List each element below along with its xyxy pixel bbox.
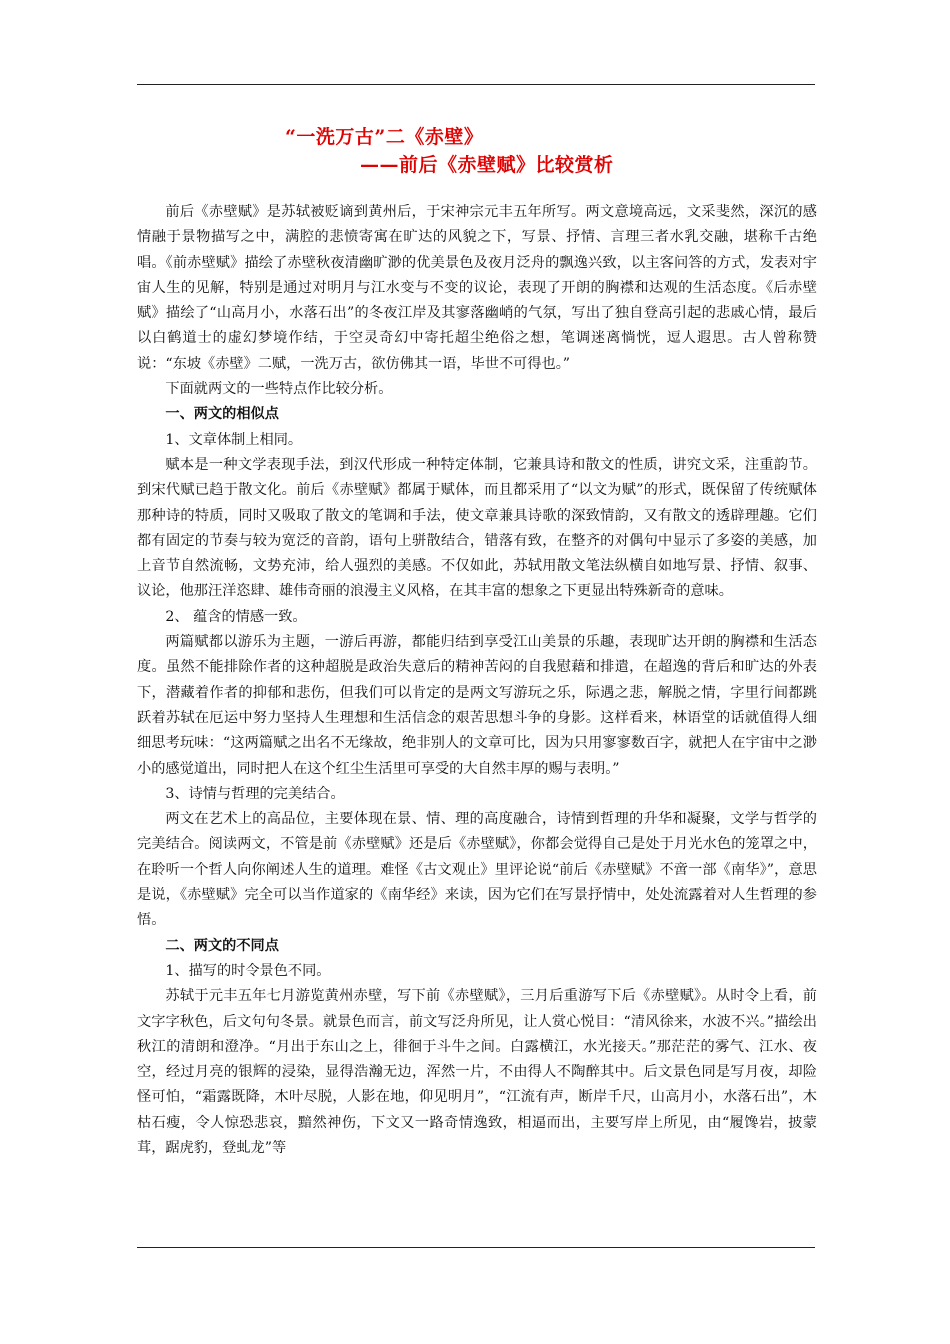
header-rule: [137, 84, 815, 85]
paragraph: 下面就两文的一些特点作比较分析。: [165, 381, 393, 398]
article-body: [137, 200, 817, 1161]
section-heading: 一、两文的相似点: [165, 406, 279, 423]
title-line-1: “一洗万古”二《赤壁》: [285, 126, 484, 148]
subheading: 2、 蕴含的情感一致。: [165, 608, 307, 625]
paragraph: 苏轼于元丰五年七月游览黄州赤壁，写下前《赤壁赋》，三月后重游写下后《赤壁赋》。从时令上看，前文字字秋色，后文句句冬景。就景色而言，前文写泛舟所见，让人赏心悦目：“清风徐来，水波不兴。”描绘出秋江的清朗和澄净。“月出于东山之上，徘徊于斗牛之间。白露横江，水光接天。”那茫茫的雾气、江水、夜空，经过月亮的银辉的浸染，显得浩瀚无边，浑然一片，不由得人不陶醉其中。后文景色同是写月夜，却险怪可怕，“霜露既降，木叶尽脱，人影在地，仰见明月”，“江流有声，断岸千尺，山高月小，水落石出”，木枯石瘦，令人惊恐悲哀，黯然神伤，下文又一路奇情逸致，相逼而出，主要写岸上所见，由“履馋岩，披蒙茸，踞虎豹，登虬龙”等: [137, 988, 817, 1156]
section-heading: 二、两文的不同点: [165, 937, 279, 954]
paragraph: 两文在艺术上的高品位，主要体现在景、情、理的高度融合，诗情到哲理的升华和凝聚，文学与哲学的完美结合。阅读两文，不管是前《赤壁赋》还是后《赤壁赋》，你都会觉得自己是处于月光水色的笼罩之中，在聆听一个哲人向你阐述人生的道理。难怪《古文观止》里评论说“前后《赤壁赋》不啻一部《南华》”，意思是说，《赤壁赋》完全可以当作道家的《南华经》来读，因为它们在写景抒情中，处处流露着对人生哲理的参悟。: [137, 811, 817, 929]
subheading: 3、诗情与哲理的完美结合。: [165, 785, 345, 802]
footer-rule: [137, 1247, 815, 1248]
paragraph: 赋本是一种文学表现手法，到汉代形成一种特定体制，它兼具诗和散文的性质，讲究文采，注重韵节。到宋代赋已趋于散文化。前后《赤壁赋》都属于赋体，而且都采用了“以文为赋”的形式，既保留了传统赋体那种诗的特质，同时又吸取了散文的笔调和手法，使文章兼具诗歌的深致情韵，又有散文的透辟理趣。它们都有固定的节奏与较为宽泛的音韵，语句上骈散结合，错落有致，在整齐的对偶句中显示了多姿的美感，加上音节自然流畅，文势充沛，给人强烈的美感。不仅如此，苏轼用散文笔法纵横自如地写景、抒情、叙事、议论，他那汪洋恣肆、雄伟奇丽的浪漫主义风格，在其丰富的想象之下更显出特殊新奇的意味。: [137, 456, 817, 600]
paragraph: 前后《赤壁赋》是苏轼被贬谪到黄州后，于宋神宗元丰五年所写。两文意境高远，文采斐然，深沉的感情融于景物描写之中，满腔的悲愤寄寓在旷达的风貌之下，写景、抒情、言理三者水乳交融，堪称千古绝唱。《前赤壁赋》描绘了赤壁秋夜清幽旷渺的优美景色及夜月泛舟的飘逸兴致，以主客问答的方式，发表对宇宙人生的见解，特别是通过对明月与江水变与不变的议论，表现了开朗的胸襟和达观的生活态度。《后赤壁赋》描绘了“山高月小，水落石出”的冬夜江岸及其寥落幽峭的气氛，写出了独自登高引起的悲戚心情，最后以白鹤道士的虚幻梦境作结，于空灵奇幻中寄托超尘绝俗之想，笔调迷离惝恍，逗人遐思。古人曾称赞说：“东坡《赤壁》二赋，一洗万古，欲仿佛其一语，毕世不可得也。”: [137, 204, 817, 372]
paragraph: 两篇赋都以游乐为主题，一游后再游，都能归结到享受江山美景的乐趣，表现旷达开朗的胸襟和生活态度。虽然不能排除作者的这种超脱是政治失意后的精神苦闷的自我慰藉和排遣，在超逸的背后和旷达的外表下，潜藏着作者的抑郁和悲伤，但我们可以肯定的是两文写游玩之乐，际遇之悲，解脱之情，字里行间都跳跃着苏轼在厄运中努力坚持人生理想和生活信念的艰苦思想斗争的身影。这样看来，林语堂的话就值得人细细思考玩味：“这两篇赋之出名不无缘故，绝非别人的文章可比，因为只用寥寥数百字，就把人在宇宙中之渺小的感觉道出，同时把人在这个红尘生活里可享受的大自然丰厚的赐与表明。”: [137, 634, 817, 777]
title-line-2: ——前后《赤壁赋》比较赏析: [360, 154, 614, 176]
subheading: 1、文章体制上相同。: [165, 431, 303, 448]
subheading: 1、描写的时令景色不同。: [165, 962, 331, 979]
